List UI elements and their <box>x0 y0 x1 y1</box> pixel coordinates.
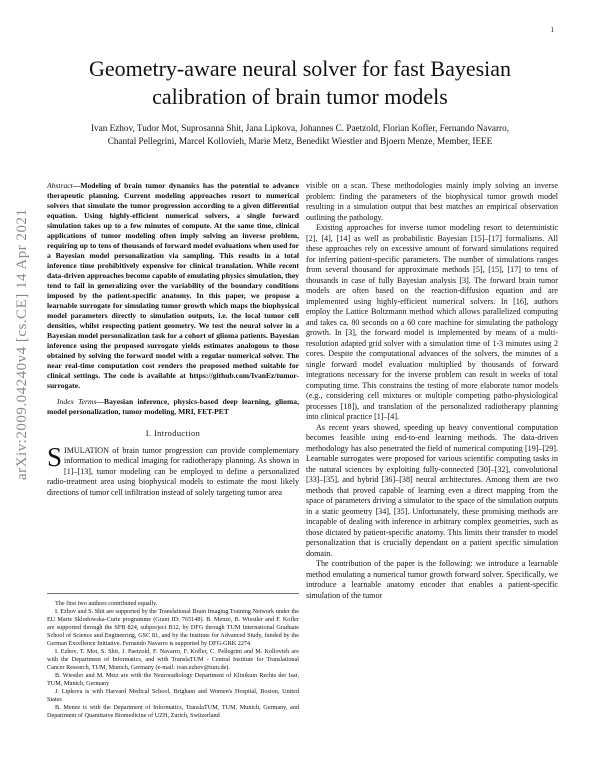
authors-line-1: Ivan Ezhov, Tudor Mot, Suprosanna Shit, Jana Lipkova, Johannes C. Paetzold, Florian Kofler, Fernando Navarro, <box>90 123 510 133</box>
body-paragraph: The contribution of the paper is the following: we introduce a learnable method emulating a numerical tumor growth forward solver. Specifically, we introduce a learnable anatomy encoder that enables a patient-specific simulation of the tumor <box>306 559 558 600</box>
intro-paragraph <box>47 441 299 499</box>
abstract-label: Abstract <box>47 181 73 190</box>
index-terms <box>47 397 299 417</box>
page-number: 1 <box>550 26 554 34</box>
author-list <box>40 122 560 148</box>
footnote: B. Menze is with the Department of Informatics, TranslaTUM, TUM, Munich, Germany, and Department of Quantitaive Biomedicine of UZH, Zurich, Switzerland <box>47 704 299 719</box>
footnotes <box>47 593 299 720</box>
intro-text: IMULATION of brain tumor progression can provide complementary information to medical imaging for radiotherapy planning. As shown in [1]–[13], tumor modeling can be employed to define a personalized radio-treatment area using biophysical models to estimate the most likely directions of tumor cell infiltration instead of solely targeting tumor area <box>47 445 299 497</box>
index-terms-label: Index Terms <box>57 397 97 406</box>
body-paragraph: As recent years showed, speeding up heavy conventional computation becomes feasible using end-to-end learning methods. The data-driven methodology has also penetrated the field of numerical computing [19]–[29]. Learnable surrogates were proposed for various scientific computing tasks in the natural sciences by exploiting fully-connected [30]–[32], convolutional [33]–[35], and hybrid [36]–[38] neural architectures. Among them are two methods that proved capable of learning even a direct mapping from the space of parameters driving a simulator to the space of the simulation outputs in a static geometry [34], [35]. Unfortunately, these promising methods are incapable of dealing with inference in arbitrary complex geometries, such as those dictated by patient-specific anatomy. This limits their transfer to model personalization that is crucially dependant on a patient specific simulation domain. <box>306 422 558 558</box>
arxiv-stamp: arXiv:2009.04240v4 [cs.CE] 14 Apr 2021 <box>14 208 30 480</box>
section-heading: I. Introduction <box>145 429 201 438</box>
abstract <box>47 181 299 391</box>
body-paragraph: visible on a scan. These methodologies mainly imply solving an inverse problem: finding the parameters of the biophysical tumor growth model resulting in a simulation output that best matches an empirical observation outlining the pathology. <box>306 181 558 222</box>
authors-line-2: Chantal Pellegrini, Marcel Kollovieh, Marie Metz, Benedikt Wiestler and Bjoern Menze, Member, IEEE <box>107 136 493 146</box>
footnote: The first two authors contributed equally. <box>55 600 158 607</box>
intro-dropcap: S <box>47 441 63 472</box>
right-column <box>306 181 558 601</box>
footnote: B. Wiestler and M. Metz are with the Neuroradiology Department of Klinikum Rechts der Isar, TUM, Munich, Germany <box>47 672 299 687</box>
paper-title: Geometry-aware neural solver for fast Bayesian calibration of brain tumor models <box>88 56 512 109</box>
footnote: J. Lipkova is with Harvard Medical School, Brigham and Women's Hospital, Boston, United States <box>47 688 299 703</box>
index-terms-text: —Bayesian inference, physics-based deep learning, glioma, model personalization, tumor modeling, MRI, FET-PET <box>47 397 299 416</box>
left-column <box>47 181 299 498</box>
footnote: I. Ezhov, T. Mot, S. Shit, J. Paetzold, F. Navarro, F. Kofler, C. Pellegrini and M. Kollovieh are with the Department of Informatics, and with TranslaTUM - Central Institute for Translational Cancer Research, TUM, Munich, Germany (e-mail: ivan.ezhov@tum.de). <box>47 648 299 671</box>
footnote: I. Ezhov and S. Shit are supported by the Translational Brain Imaging Training Network under the EU Marie Sklodowska-Curie programme (Grant ID: 765148). B. Menze, B. Wiestler and F. Kofler are supported through the SFB 824, subproject B12, by DFG through TUM International Graduate School of Science and Engineering, GSC 81, and by the Institute for Advanced Study, funded by the German Excellence Initiative. Fernando Navarro is supported by DFG-GRK 2274. <box>47 608 299 647</box>
body-paragraph: Existing approaches for inverse tumor modeling resort to deterministic [2], [4], [14] as well as probabilistic Bayesian [15]–[17] formalisms. All these approaches rely on excessive amount of forward simulations required for inferring patient-specific parameters. The number of simulations ranges from several thousand for approximate methods [5], [15], [17] to tens of thousands in case of fully Bayesian analysis [3]. The forward brain tumor models are often based on the reaction-diffusion equation and are implemented using highly-efficient numerical solvers. In [16], authors employ the Lattice Boltzmann method which allows parallelized computing and takes ca. 80 seconds on a 60 core machine for simulating the pathology growth. In [3], the forward model is implemented by means of a multi-resolution adapted grid solver with a simulation time of 1-3 minutes using 2 cores. Despite the computational advances of the solvers, the minutes of a single forward model evaluation multiplied by thousands of forward integrations necessary for the inverse problem can result in weeks of total computing time. This constrains the testing of more elaborate tumor models (e.g., considering cell mixtures or multiple competing patho-physiological processes [18]), and translation of the personalized radiotherapy planning into clinical practice [1]–[4]. <box>306 223 558 421</box>
abstract-text: —Modeling of brain tumor dynamics has the potential to advance therapeutic planning. Current modeling approaches resort to numerical solvers that simulate the tumor progression according to a given differential equation. Using highly-efficient numerical solvers, a single forward simulation takes up to a few minutes of compute. At the same time, clinical applications of tumor modeling often imply solving an inverse problem, requiring up to tens of thousands of forward model evaluations when used for a Bayesian model personalization via sampling. This results in a total inference time prohibitively expensive for clinical translation. While recent data-driven approaches become capable of emulating physics simulation, they tend to fail in generalizing over the variability of the boundary conditions imposed by the patient-specific anatomy. In this paper, we propose a learnable surrogate for simulating tumor growth which maps the biophysical model parameters directly to simulation outputs, i.e. the local tumor cell densities, whilst respecting patient geometry. We test the neural solver in a Bayesian model personalization task for a cohort of glioma patients. Bayesian inference using the proposed surrogate yields estimates analogous to those obtained by solving the forward model with a regular numerical solver. The near real-time computation cost renders the proposed method suitable for clinical settings. The code is available at https://github.com/IvanEz/tumor-surrogate. <box>47 181 299 390</box>
